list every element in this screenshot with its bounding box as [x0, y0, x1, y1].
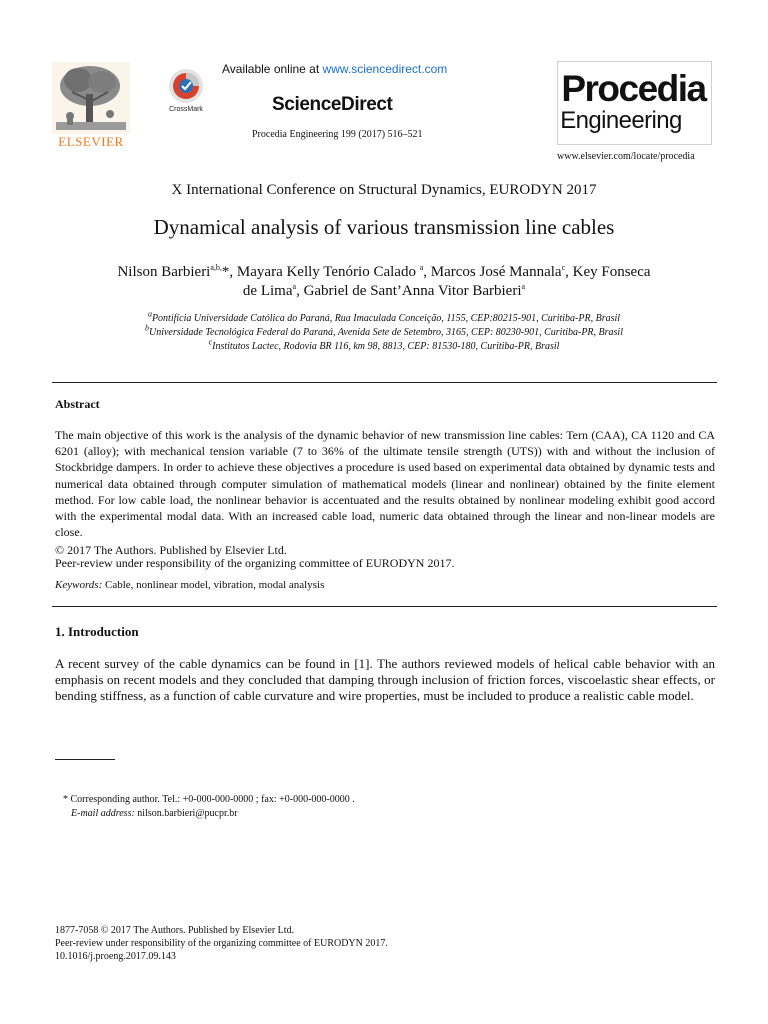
sciencedirect-logo: ScienceDirect	[272, 94, 393, 115]
keywords-list: Cable, nonlinear model, vibration, modal analysis	[102, 579, 325, 591]
email-note	[71, 808, 238, 819]
affiliation-b-sup: b	[144, 323, 149, 333]
author-5: , Gabriel de Sant’Anna Vitor Barbieri	[296, 283, 522, 299]
author-1: Nilson Barbieri	[117, 264, 211, 280]
corresponding-star: *	[221, 264, 230, 280]
author-2-affil: a	[419, 263, 424, 272]
available-online	[222, 62, 447, 76]
author-1-affil: a,b,	[210, 263, 222, 272]
section-heading-introduction: 1. Introduction	[55, 624, 139, 639]
sciencedirect-link[interactable]: www.sciencedirect.com	[322, 62, 448, 76]
affiliation-c-text: Institutos Lactec, Rodovia BR 116, km 98, 8813, CEP: 81530-180, Curitiba-PR, Brasil	[212, 341, 560, 352]
elsevier-wordmark: ELSEVIER	[58, 134, 124, 149]
author-list-line-2	[0, 283, 768, 300]
email-address[interactable]: nilson.barbieri@pucpr.br	[134, 808, 238, 819]
conference-name: X International Conference on Structural Dynamics, EURODYN 2017	[171, 182, 597, 198]
author-2: , Mayara Kelly Tenório Calado	[229, 264, 420, 280]
affiliation-b-text: Universidade Tecnológica Federal do Paraná, Avenida Sete de Setembro, 3165, CEP: 80230-901, Curitiba-PR, Brasil	[148, 327, 623, 338]
journal-url[interactable]: www.elsevier.com/locate/procedia	[557, 151, 695, 162]
footnote-divider	[55, 759, 115, 760]
crossmark-icon[interactable]	[168, 68, 204, 104]
affiliation-c-sup: c	[208, 337, 213, 347]
abstract-body: The main objective of this work is the analysis of the dynamic behavior of new transmission line cables: Tern (CAA), CA 1120 and CA 6201 (alloy); with mechanical tension variable (7 to 36% of the ultimate tensile strength (UTS)) with and without the inclusion of Stockbridge dampers. In order to achieve these objectives a procedure is used based on experimental data obtained by dynamic tests and numerical data obtained through computer simulation of mathematical models (linear and nonlinear) obtained by the finite element method. For low cable load, the nonlinear behavior is accentuated and the results obtained by nonlinear modeling exhibit good accord with the experimental modal data. With an increased cable load, numeric data obtained through the linear and non-linear models are close.	[55, 428, 715, 540]
footer-issn: 1877-7058 © 2017 The Authors. Published by Elsevier Ltd.	[55, 925, 295, 936]
footer-doi[interactable]: 10.1016/j.proeng.2017.09.143	[55, 951, 176, 962]
author-3-affil: c	[561, 263, 566, 272]
footer-peer-review: Peer-review under responsibility of the organizing committee of EURODYN 2017.	[55, 938, 388, 949]
author-4-part2: de Lima	[242, 283, 293, 299]
elsevier-tree-logo	[52, 62, 130, 134]
introduction-body: A recent survey of the cable dynamics can be found in [1]. The authors reviewed models of helical cable behavior with an emphasis on recent models and they concluded that damping through inclusion of friction forces, viscoelastic shear effects, or bending stiffness, as a function of cable curvature and wire properties, must be included to produce a realistic cable model.	[55, 656, 715, 704]
email-label: E-mail address:	[71, 808, 135, 819]
author-4-part1: , Key Fonseca	[565, 264, 651, 280]
keywords-label: Keywords:	[55, 579, 103, 591]
affiliation-b	[0, 323, 768, 338]
journal-reference: Procedia Engineering 199 (2017) 516–521	[252, 129, 423, 140]
author-5-affil: a	[521, 282, 526, 291]
affiliation-a-sup: a	[147, 309, 152, 319]
affiliation-a	[0, 309, 768, 324]
journal-name-procedia: Procedia	[561, 68, 706, 109]
available-prefix: Available online at	[222, 62, 320, 76]
abstract-heading: Abstract	[55, 397, 100, 411]
corresponding-author-note: * Corresponding author. Tel.: +0-000-000-0000 ; fax: +0-000-000-0000 .	[63, 794, 355, 805]
keywords	[55, 579, 324, 591]
affiliation-a-text: Pontifícia Universidade Católica do Paraná, Rua Imaculada Conceição, 1155, CEP:80215-901, Curitiba-PR, Brasil	[151, 313, 621, 324]
crossmark-label: CrossMark	[169, 106, 203, 113]
author-4-affil: a	[292, 282, 297, 291]
copyright-notice: © 2017 The Authors. Published by Elsevier Ltd.	[55, 543, 287, 557]
author-list-line-1	[0, 264, 768, 281]
affiliation-c	[0, 337, 768, 352]
divider-bottom	[52, 606, 717, 607]
author-3: , Marcos José Mannala	[423, 264, 562, 280]
divider-top	[52, 382, 717, 383]
peer-review-notice: Peer-review under responsibility of the organizing committee of EURODYN 2017.	[55, 556, 455, 570]
paper-title: Dynamical analysis of various transmission line cables	[153, 215, 615, 239]
journal-name-engineering: Engineering	[560, 107, 682, 134]
